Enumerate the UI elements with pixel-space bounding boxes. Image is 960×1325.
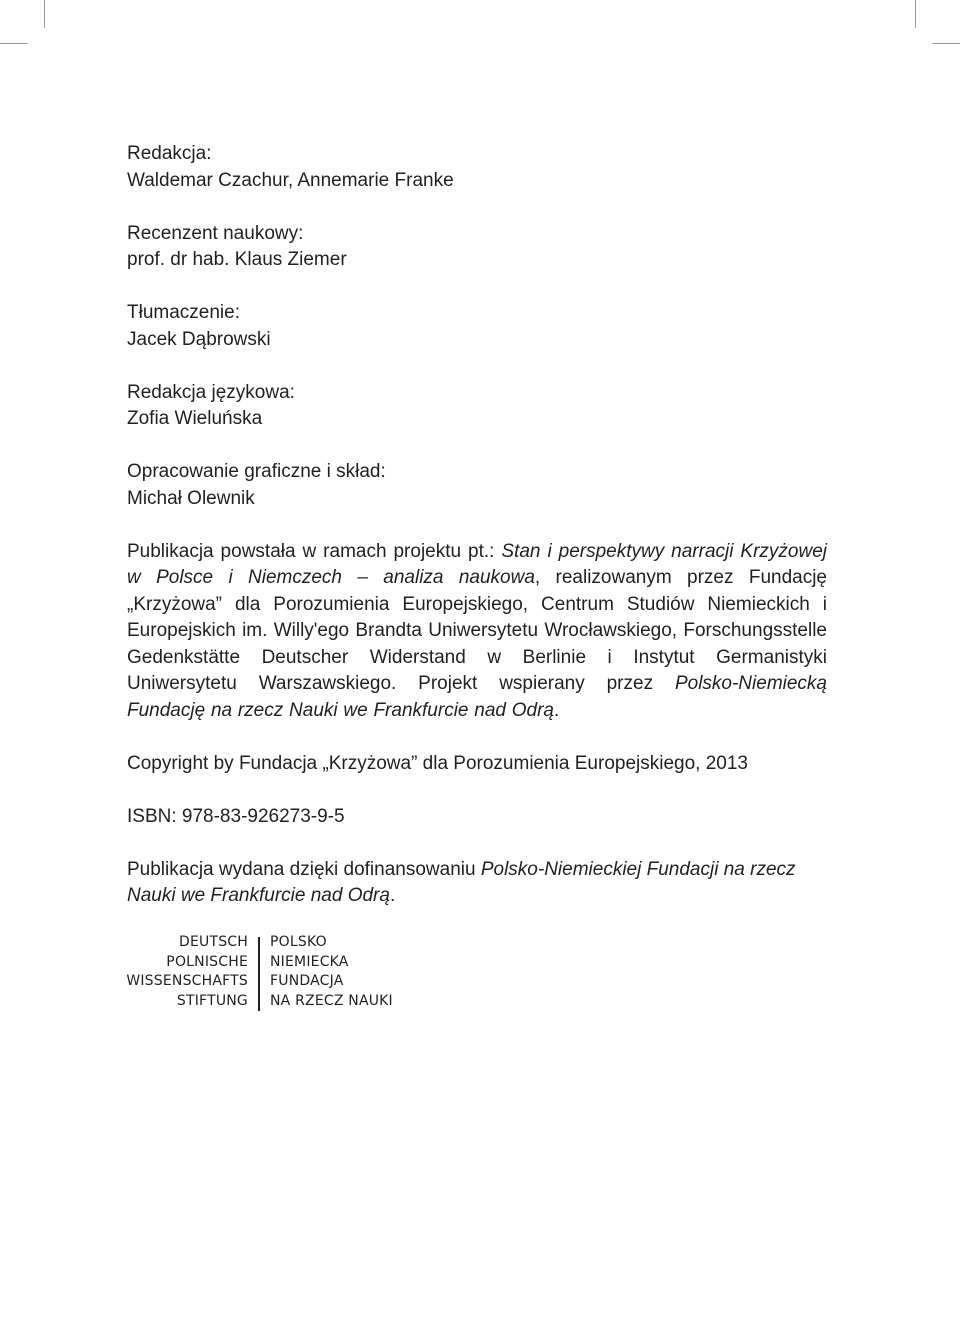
dpws-logo <box>127 933 407 1013</box>
project-end: . <box>553 699 560 721</box>
logo-line: POLNISCHE <box>166 953 248 970</box>
copyright-text: Copyright by Fundacja „Krzyżowa” dla Porozumienia Europejskiego, 2013 <box>127 752 748 774</box>
credit-translation <box>127 300 827 353</box>
credit-label: Opracowanie graficzne i skład: <box>127 461 386 482</box>
logo-line: DEUTSCH <box>178 934 248 950</box>
imprint-page <box>127 141 827 936</box>
project-sponsor: Polsko-Niemiecką Fundację na rzecz Nauki we Frankfurcie nad Odrą <box>127 673 827 721</box>
project-title: Stan i perspektywy narracji Krzyżowej w Polsce i Niemczech – analiza naukowa <box>127 540 828 588</box>
isbn-text: ISBN: 978-83-926273-9-5 <box>127 805 345 827</box>
credit-language-editing <box>127 380 827 433</box>
logo-line: FUNDACJA <box>270 973 344 989</box>
funding-text <box>127 857 827 910</box>
credit-label: Redakcja językowa: <box>127 381 295 403</box>
credit-editors <box>127 141 827 194</box>
credit-value: Jacek Dąbrowski <box>127 328 271 350</box>
isbn-block <box>127 804 827 831</box>
logo-polish-text <box>270 933 393 1011</box>
logo-line: POLSKO <box>270 934 327 950</box>
credit-label: Tłumaczenie: <box>127 302 240 323</box>
copyright-block <box>127 751 827 778</box>
logo-line: STIFTUNG <box>176 992 248 1009</box>
funding-block <box>127 857 827 910</box>
credit-label: Recenzent naukowy: <box>127 222 304 244</box>
crop-mark-top-left-h <box>0 43 28 44</box>
crop-mark-top-right-h <box>932 43 960 44</box>
logo-line: NA RZECZ NAUKI <box>270 992 393 1009</box>
funding-sponsor: Polsko-Niemieckiej Fundacji na rzecz Nauki we Frankfurcie nad Odrą <box>127 858 796 906</box>
credit-value: Zofia Wieluńska <box>127 408 263 429</box>
credit-value: prof. dr hab. Klaus Ziemer <box>127 249 347 270</box>
logo-german-text <box>118 933 248 1011</box>
project-intro: Publikacja powstała w ramach projektu pt.: <box>127 540 502 562</box>
crop-mark-top-right <box>915 0 916 28</box>
credit-graphic-design <box>127 459 827 512</box>
logo-line: WISSENSCHAFTS <box>126 973 248 989</box>
logo-line: NIEMIECKA <box>270 953 349 970</box>
project-text <box>127 539 827 725</box>
project-body: , realizowanym przez Fundację „Krzyżowa” dla Porozumienia Europejskiego, Centrum Studiów Niemieckich i Europejskich im. Willy'ego Brandta Uniwersytetu Wrocławskiego, Forschungsstelle Gedenkstätte Deutscher Widerstand w Berlinie i Instytut Germanistyki Uniwersytetu Warszawskiego. Projekt wspierany przez <box>127 567 827 694</box>
logo-divider <box>258 937 260 1011</box>
credit-value: Michał Olewnik <box>127 487 255 509</box>
funding-end: . <box>389 885 396 906</box>
funding-intro: Publikacja wydana dzięki dofinansowaniu <box>127 858 481 880</box>
project-paragraph <box>127 539 827 725</box>
credit-label: Redakcja: <box>127 143 212 164</box>
credit-reviewer <box>127 221 827 274</box>
credit-value: Waldemar Czachur, Annemarie Franke <box>127 169 454 191</box>
crop-mark-top-left <box>44 0 45 28</box>
